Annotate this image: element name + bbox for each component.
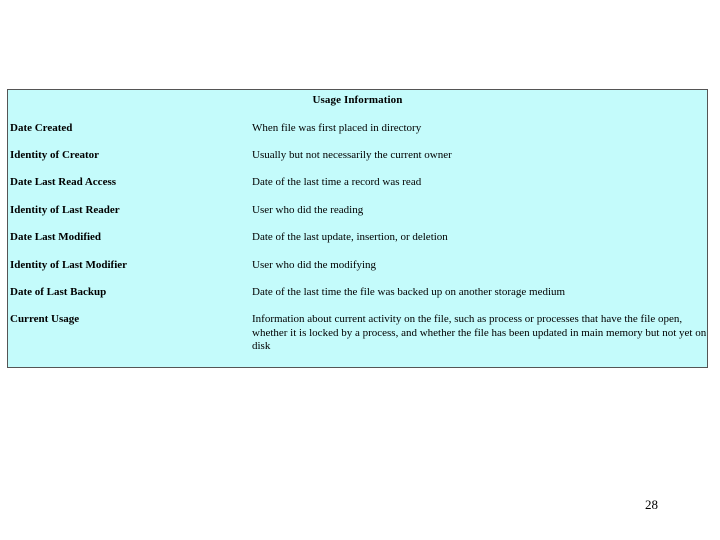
attribute-name: Current Usage — [10, 313, 80, 325]
attribute-name: Date Last Modified — [10, 231, 102, 243]
attribute-description: User who did the reading — [252, 204, 364, 216]
attribute-name: Identity of Last Modifier — [10, 259, 128, 271]
attribute-name: Date of Last Backup — [10, 286, 107, 298]
attribute-name: Identity of Last Reader — [10, 204, 120, 216]
attribute-description: Date of the last update, insertion, or deletion — [252, 231, 448, 243]
usage-information-table — [7, 89, 708, 368]
attribute-name: Date Created — [10, 122, 73, 134]
attribute-name: Identity of Creator — [10, 149, 99, 161]
page-number: 28 — [645, 497, 658, 512]
attribute-description: When file was first placed in directory — [252, 122, 422, 134]
attribute-description: Date of the last time the file was backed up on another storage medium — [252, 286, 566, 298]
attribute-description: Information about current activity on the file, such as process or processes that have the file open, whether it is locked by a process, and whether the file has been updated in main memory but not yet on disk — [252, 313, 707, 352]
attribute-description: Usually but not necessarily the current owner — [252, 149, 452, 161]
table-title: Usage Information — [312, 94, 403, 106]
attribute-name: Date Last Read Access — [10, 176, 117, 188]
attribute-description: Date of the last time a record was read — [252, 176, 422, 188]
attribute-description: User who did the modifying — [252, 259, 377, 271]
